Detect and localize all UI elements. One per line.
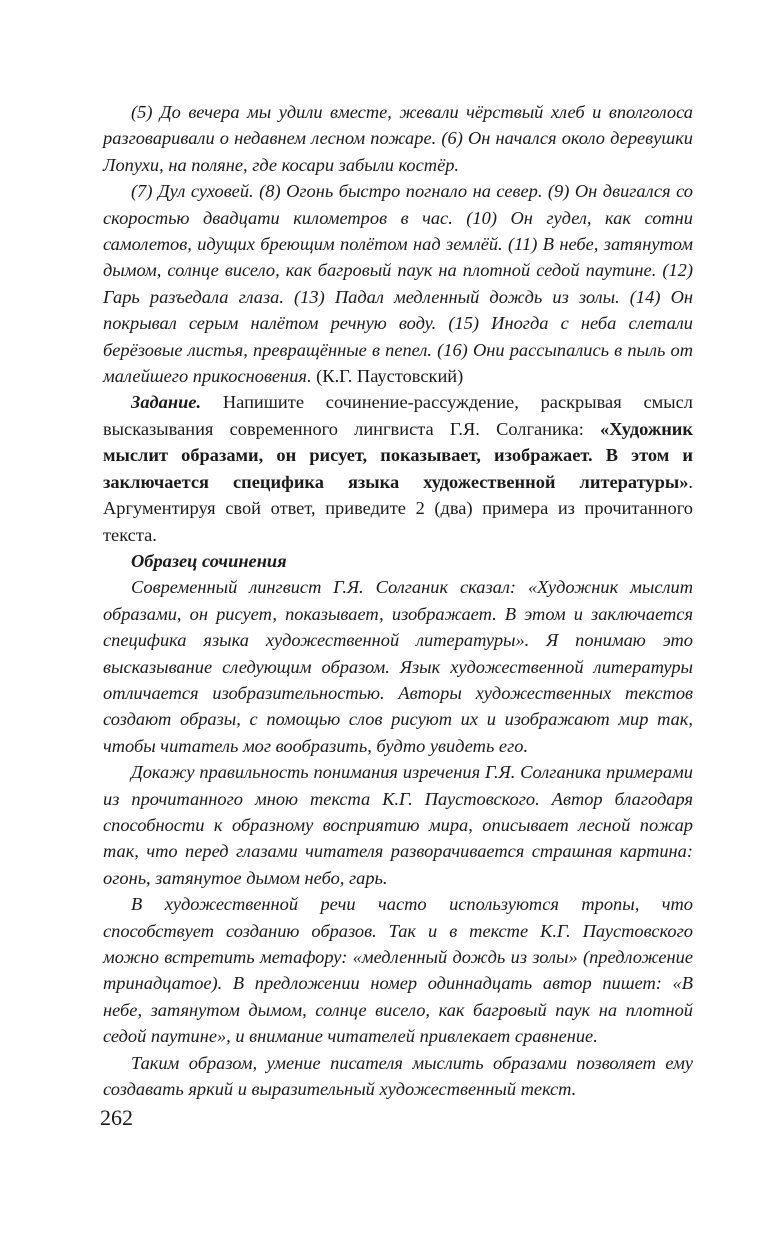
source-paragraph-2-text: (7) Дул суховей. (8) Огонь быстро погнало на север. (9) Он двигался со скоростью двадцати километров в час. (10) Он гудел, как сотни самолетов, идущих бреющим полётом над землёй. (11) В небе, затянутом дымом, солнце висело, как багровый паук на плотной седой паутине. (12) Гарь разъедала глаза. (13) Падал медленный дождь из золы. (14) Он покрывал серым налётом речную воду. (15) Иногда с неба слетали берёзовые листья, превращённые в пепел. (16) Они рассыпались в пыль от малейшего прикосновения. — [103, 181, 693, 387]
essay-paragraph-2: Докажу правильность понимания изречения Г.Я. Солганика примерами из прочитанного мною текста К.Г. Паустовского. Автор благодаря способности к образному восприятию мира, описывает лесной пожар так, что перед глазами читателя разворачивается страшная картина: огонь, затянутое дымом небо, гарь. — [103, 762, 693, 888]
task-quote: «Художник мыслит образами, он рисует, показывает, изображает. В этом и заключается специфика языка художественной литературы» — [103, 418, 693, 492]
source-author: (К.Г. Паустовский) — [316, 366, 464, 387]
essay-paragraph-4: Таким образом, умение писателя мыслить образами позволяет ему создавать яркий и выразительный художественный текст. — [103, 1052, 693, 1100]
essay-heading: Образец сочинения — [131, 550, 287, 571]
source-paragraph-1: (5) До вечера мы удили вместе, жевали чёрствый хлеб и вполголоса разговаривали о недавнем лесном пожаре. (6) Он начался около деревушки Лопухи, на поляне, где косари забыли костёр. — [103, 102, 693, 175]
essay-paragraph-3: В художественной речи часто используются тропы, что способствует созданию образов. Так и в тексте К.Г. Паустовского можно встретить метафору: «медленный дождь из золы» (предложение тринадцатое). В предложении номер одиннадцать автор пишет: «В небе, затянутом дымом, солнце висело, как багровый паук на плотной седой паутине», и внимание читателей привлекает сравнение. — [103, 894, 693, 1047]
essay-paragraph-1: Современный лингвист Г.Я. Солганик сказал: «Художник мыслит образами, он рисует, показывает, изображает. В этом и заключается специфика языка художественной литературы». Я понимаю это высказывание следующим образом. Язык художественной литературы отличается изобразительностью. Авторы художественных текстов создают образы, с помощью слов рисуют их и изображают мир так, чтобы читатель мог вообразить, будто увидеть его. — [103, 577, 693, 756]
page-content — [103, 99, 693, 1102]
task-label: Задание. — [131, 392, 202, 413]
task-paragraph — [103, 389, 693, 547]
task-outro: . Аргументируя свой ответ, приведите 2 (два) примера из прочитанного текста. — [103, 471, 693, 545]
task-intro: Напишите сочинение-рассуждение, раскрывая смысл высказывания современного лингвиста Г.Я. Солганика: — [103, 392, 693, 439]
page-number: 262 — [100, 1105, 133, 1130]
source-paragraph-2 — [103, 178, 693, 389]
